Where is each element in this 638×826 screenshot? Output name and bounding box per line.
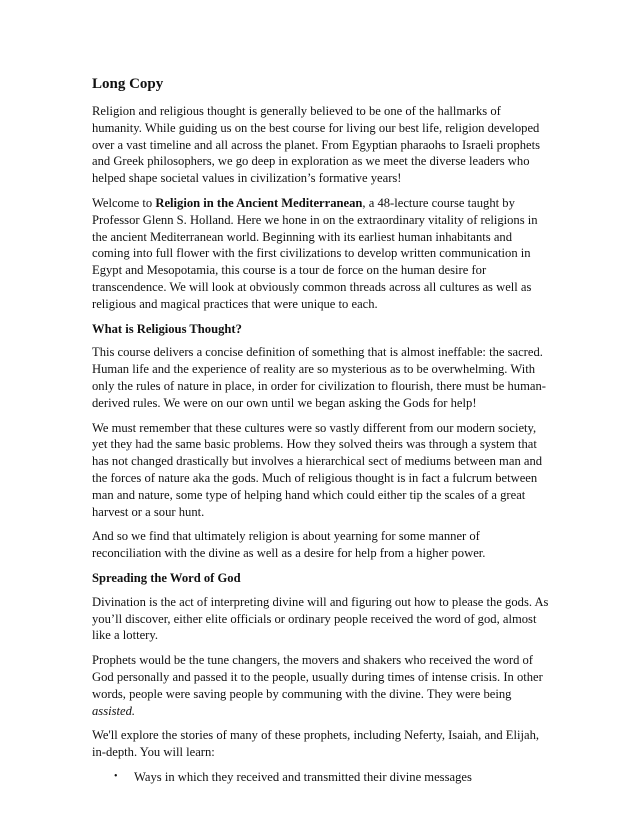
intro-paragraph: Religion and religious thought is generally believed to be one of the hallmarks of humanity. While guiding us on the best course for living our best life, religion developed over a vast timeline and all across the planet. From Egyptian pharaohs to Israeli prophets and Greek philosophers, we go deep in exploration as we meet the diverse leaders who helped shape societal values in civilization’s formative years! <box>92 104 541 186</box>
religious-thought-paragraph-3: And so we find that ultimately religion is about yearning for some manner of reconciliation with the divine as well as a desire for help from a higher power. <box>92 529 486 561</box>
list-item: • Ways in which they received and transmitted their divine messages <box>114 769 552 786</box>
spreading-word-paragraph-1: Divination is the act of interpreting divine will and figuring out how to please the gods. As you’ll discover, either elite officials or ordinary people received the word of god, almost like a lottery. <box>92 594 549 643</box>
document-title: Long Copy <box>92 76 164 92</box>
religious-thought-paragraph-1: This course delivers a concise definition of something that is almost ineffable: the sacred. Human life and the experience of reality are so mysterious as to be overwhelming. With only the rules of nature in place, in order for civilization to flourish, there must be human-derived rules. We were on our own until we began asking the Gods for help! <box>92 345 546 410</box>
spreading-word-paragraph-3: We'll explore the stories of many of these prophets, including Neferty, Isaiah, and Elijah, in-depth. You will learn: <box>92 728 540 760</box>
assisted-emphasis: assisted. <box>92 703 136 718</box>
section-heading-religious-thought: What is Religious Thought? <box>92 321 242 336</box>
document-page <box>92 70 552 786</box>
spreading-word-paragraph-2 <box>92 652 552 719</box>
section-heading-spreading-word: Spreading the Word of God <box>92 570 241 585</box>
prophets-text: Prophets would be the tune changers, the movers and shakers who received the word of God personally and passed it to the people, usually during times of intense crisis. In other words, people were saving people by communing with the divine. They were being <box>92 653 543 701</box>
course-title: Religion in the Ancient Mediterranean <box>155 195 363 210</box>
welcome-prefix: Welcome to <box>92 195 156 210</box>
religious-thought-paragraph-2: We must remember that these cultures were so vastly different from our modern society, yet they had the same basic problems. How they solved theirs was through a system that has not changed drastically but involves a hierarchical sect of mediums between man and the forces of nature aka the gods. Much of religious thought is in fact a fulcrum between man and nature, some type of helping hand which could either tip the scales of a great harvest or a sour hunt. <box>92 420 543 519</box>
welcome-paragraph <box>92 195 552 313</box>
welcome-suffix: , a 48-lecture course taught by Professor Glenn S. Holland. Here we hone in on the extraordinary vitality of religions in the ancient Mediterranean world. Beginning with its earliest human inhabitants and coming into full flower with the first civilizations to develop written communication in Egypt and Mesopotamia, this course is a tour de force on the human desire for transcendence. We will look at obviously common threads across all cultures as well as religious and magical practices that were unique to each. <box>92 195 538 311</box>
learning-list <box>92 769 552 786</box>
